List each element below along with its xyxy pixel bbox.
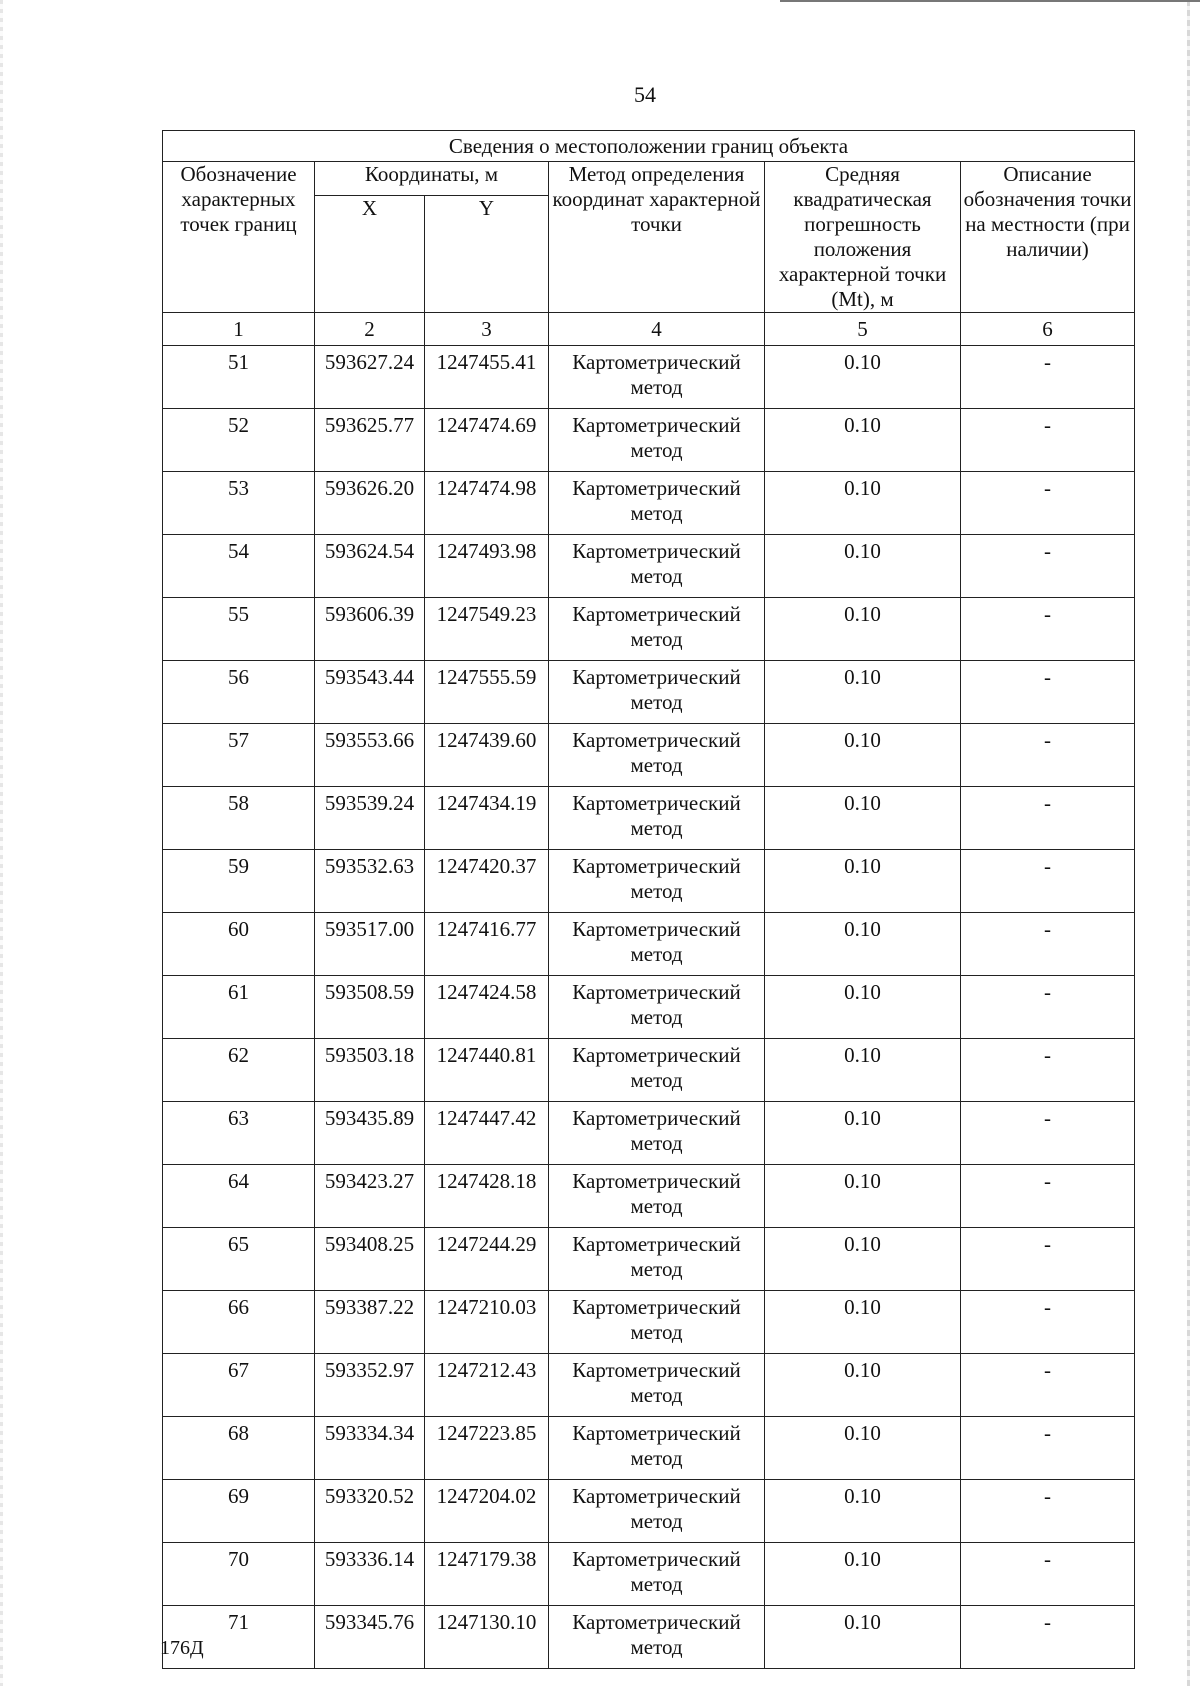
y-cell: 1247212.43 [425, 1354, 549, 1417]
description-cell: - [961, 535, 1135, 598]
table-row [163, 1165, 1135, 1228]
table-row [163, 976, 1135, 1039]
point-cell: 53 [163, 472, 315, 535]
method-cell: Картометрический метод [549, 598, 765, 661]
table-row [163, 1102, 1135, 1165]
mean-error-cell: 0.10 [765, 976, 961, 1039]
method-cell: Картометрический метод [549, 1165, 765, 1228]
x-cell: 593503.18 [315, 1039, 425, 1102]
description-cell: - [961, 1102, 1135, 1165]
point-cell: 70 [163, 1543, 315, 1606]
table-row [163, 1417, 1135, 1480]
point-cell: 56 [163, 661, 315, 724]
column-number-3: 3 [425, 313, 549, 346]
mean-error-cell: 0.10 [765, 913, 961, 976]
boundary-points-table [162, 130, 1135, 1669]
point-cell: 54 [163, 535, 315, 598]
mean-error-cell: 0.10 [765, 787, 961, 850]
mean-error-cell: 0.10 [765, 1606, 961, 1669]
y-cell: 1247555.59 [425, 661, 549, 724]
footer-code: 176Д [160, 1637, 204, 1659]
column-number-5: 5 [765, 313, 961, 346]
header-coordinates: Координаты, м [315, 162, 549, 196]
x-cell: 593334.34 [315, 1417, 425, 1480]
method-cell: Картометрический метод [549, 661, 765, 724]
x-cell: 593517.00 [315, 913, 425, 976]
mean-error-cell: 0.10 [765, 1480, 961, 1543]
y-cell: 1247204.02 [425, 1480, 549, 1543]
column-number-4: 4 [549, 313, 765, 346]
scan-top-line [780, 0, 1200, 2]
y-cell: 1247420.37 [425, 850, 549, 913]
table-row [163, 1543, 1135, 1606]
x-cell: 593320.52 [315, 1480, 425, 1543]
mean-error-cell: 0.10 [765, 661, 961, 724]
table-row [163, 409, 1135, 472]
header-y: Y [425, 195, 549, 312]
header-row-1 [163, 162, 1135, 196]
y-cell: 1247210.03 [425, 1291, 549, 1354]
method-cell: Картометрический метод [549, 1291, 765, 1354]
method-cell: Картометрический метод [549, 1039, 765, 1102]
table-row [163, 913, 1135, 976]
mean-error-cell: 0.10 [765, 598, 961, 661]
table-row [163, 1291, 1135, 1354]
x-cell: 593539.24 [315, 787, 425, 850]
table-row [163, 661, 1135, 724]
mean-error-cell: 0.10 [765, 1102, 961, 1165]
y-cell: 1247223.85 [425, 1417, 549, 1480]
point-cell: 57 [163, 724, 315, 787]
method-cell: Картометрический метод [549, 1417, 765, 1480]
column-number-2: 2 [315, 313, 425, 346]
x-cell: 593606.39 [315, 598, 425, 661]
description-cell: - [961, 598, 1135, 661]
header-point-designation: Обозначение характерных точек границ [163, 162, 315, 313]
method-cell: Картометрический метод [549, 535, 765, 598]
description-cell: - [961, 1417, 1135, 1480]
mean-error-cell: 0.10 [765, 1417, 961, 1480]
mean-error-cell: 0.10 [765, 409, 961, 472]
y-cell: 1247179.38 [425, 1543, 549, 1606]
point-cell: 59 [163, 850, 315, 913]
table-title: Сведения о местоположении границ объекта [163, 131, 1135, 162]
page-number: 54 [634, 82, 656, 107]
description-cell: - [961, 787, 1135, 850]
description-cell: - [961, 1543, 1135, 1606]
y-cell: 1247440.81 [425, 1039, 549, 1102]
table-row [163, 472, 1135, 535]
table-title-row [163, 131, 1135, 162]
description-cell: - [961, 1039, 1135, 1102]
mean-error-cell: 0.10 [765, 1165, 961, 1228]
point-cell: 51 [163, 346, 315, 409]
mean-error-cell: 0.10 [765, 724, 961, 787]
y-cell: 1247416.77 [425, 913, 549, 976]
y-cell: 1247439.60 [425, 724, 549, 787]
table-row [163, 724, 1135, 787]
table-row [163, 535, 1135, 598]
method-cell: Картометрический метод [549, 724, 765, 787]
method-cell: Картометрический метод [549, 1606, 765, 1669]
table-row [163, 787, 1135, 850]
x-cell: 593626.20 [315, 472, 425, 535]
mean-error-cell: 0.10 [765, 1228, 961, 1291]
header-method: Метод определения координат характерной точки [549, 162, 765, 313]
table-row [163, 1039, 1135, 1102]
description-cell: - [961, 1606, 1135, 1669]
description-cell: - [961, 1228, 1135, 1291]
y-cell: 1247455.41 [425, 346, 549, 409]
method-cell: Картометрический метод [549, 1102, 765, 1165]
description-cell: - [961, 1354, 1135, 1417]
y-cell: 1247428.18 [425, 1165, 549, 1228]
table-row [163, 1228, 1135, 1291]
x-cell: 593553.66 [315, 724, 425, 787]
x-cell: 593408.25 [315, 1228, 425, 1291]
point-cell: 58 [163, 787, 315, 850]
description-cell: - [961, 850, 1135, 913]
header-mean-error: Средняя квадратическая погрешность положения характерной точки (Mt), м [765, 162, 961, 313]
table-row [163, 1606, 1135, 1669]
x-cell: 593336.14 [315, 1543, 425, 1606]
point-cell: 60 [163, 913, 315, 976]
y-cell: 1247130.10 [425, 1606, 549, 1669]
x-cell: 593627.24 [315, 346, 425, 409]
x-cell: 593625.77 [315, 409, 425, 472]
method-cell: Картометрический метод [549, 1228, 765, 1291]
y-cell: 1247474.98 [425, 472, 549, 535]
mean-error-cell: 0.10 [765, 472, 961, 535]
table-body [163, 131, 1135, 1669]
y-cell: 1247244.29 [425, 1228, 549, 1291]
mean-error-cell: 0.10 [765, 1354, 961, 1417]
description-cell: - [961, 913, 1135, 976]
column-number-6: 6 [961, 313, 1135, 346]
description-cell: - [961, 1291, 1135, 1354]
mean-error-cell: 0.10 [765, 1543, 961, 1606]
x-cell: 593624.54 [315, 535, 425, 598]
method-cell: Картометрический метод [549, 787, 765, 850]
x-cell: 593352.97 [315, 1354, 425, 1417]
method-cell: Картометрический метод [549, 1480, 765, 1543]
x-cell: 593532.63 [315, 850, 425, 913]
point-cell: 71 [163, 1606, 315, 1669]
description-cell: - [961, 346, 1135, 409]
description-cell: - [961, 976, 1135, 1039]
mean-error-cell: 0.10 [765, 346, 961, 409]
method-cell: Картометрический метод [549, 1354, 765, 1417]
x-cell: 593508.59 [315, 976, 425, 1039]
y-cell: 1247447.42 [425, 1102, 549, 1165]
point-cell: 52 [163, 409, 315, 472]
method-cell: Картометрический метод [549, 346, 765, 409]
y-cell: 1247493.98 [425, 535, 549, 598]
table-row [163, 1354, 1135, 1417]
mean-error-cell: 0.10 [765, 1039, 961, 1102]
header-description: Описание обозначения точки на местности (при наличии) [961, 162, 1135, 313]
method-cell: Картометрический метод [549, 913, 765, 976]
mean-error-cell: 0.10 [765, 535, 961, 598]
description-cell: - [961, 724, 1135, 787]
description-cell: - [961, 409, 1135, 472]
table-row [163, 850, 1135, 913]
mean-error-cell: 0.10 [765, 850, 961, 913]
point-cell: 67 [163, 1354, 315, 1417]
column-number-1: 1 [163, 313, 315, 346]
x-cell: 593423.27 [315, 1165, 425, 1228]
x-cell: 593435.89 [315, 1102, 425, 1165]
point-cell: 68 [163, 1417, 315, 1480]
y-cell: 1247549.23 [425, 598, 549, 661]
point-cell: 69 [163, 1480, 315, 1543]
y-cell: 1247434.19 [425, 787, 549, 850]
description-cell: - [961, 661, 1135, 724]
method-cell: Картометрический метод [549, 976, 765, 1039]
mean-error-cell: 0.10 [765, 1291, 961, 1354]
scan-edge-right [1187, 0, 1190, 1686]
method-cell: Картометрический метод [549, 1543, 765, 1606]
column-number-row [163, 313, 1135, 346]
scan-edge-left [0, 0, 3, 1686]
point-cell: 62 [163, 1039, 315, 1102]
point-cell: 55 [163, 598, 315, 661]
method-cell: Картометрический метод [549, 409, 765, 472]
point-cell: 66 [163, 1291, 315, 1354]
point-cell: 63 [163, 1102, 315, 1165]
method-cell: Картометрический метод [549, 850, 765, 913]
point-cell: 61 [163, 976, 315, 1039]
x-cell: 593345.76 [315, 1606, 425, 1669]
table-row [163, 346, 1135, 409]
y-cell: 1247424.58 [425, 976, 549, 1039]
table-row [163, 1480, 1135, 1543]
description-cell: - [961, 472, 1135, 535]
y-cell: 1247474.69 [425, 409, 549, 472]
description-cell: - [961, 1165, 1135, 1228]
table-row [163, 598, 1135, 661]
header-x: X [315, 195, 425, 312]
method-cell: Картометрический метод [549, 472, 765, 535]
x-cell: 593387.22 [315, 1291, 425, 1354]
point-cell: 65 [163, 1228, 315, 1291]
x-cell: 593543.44 [315, 661, 425, 724]
description-cell: - [961, 1480, 1135, 1543]
point-cell: 64 [163, 1165, 315, 1228]
